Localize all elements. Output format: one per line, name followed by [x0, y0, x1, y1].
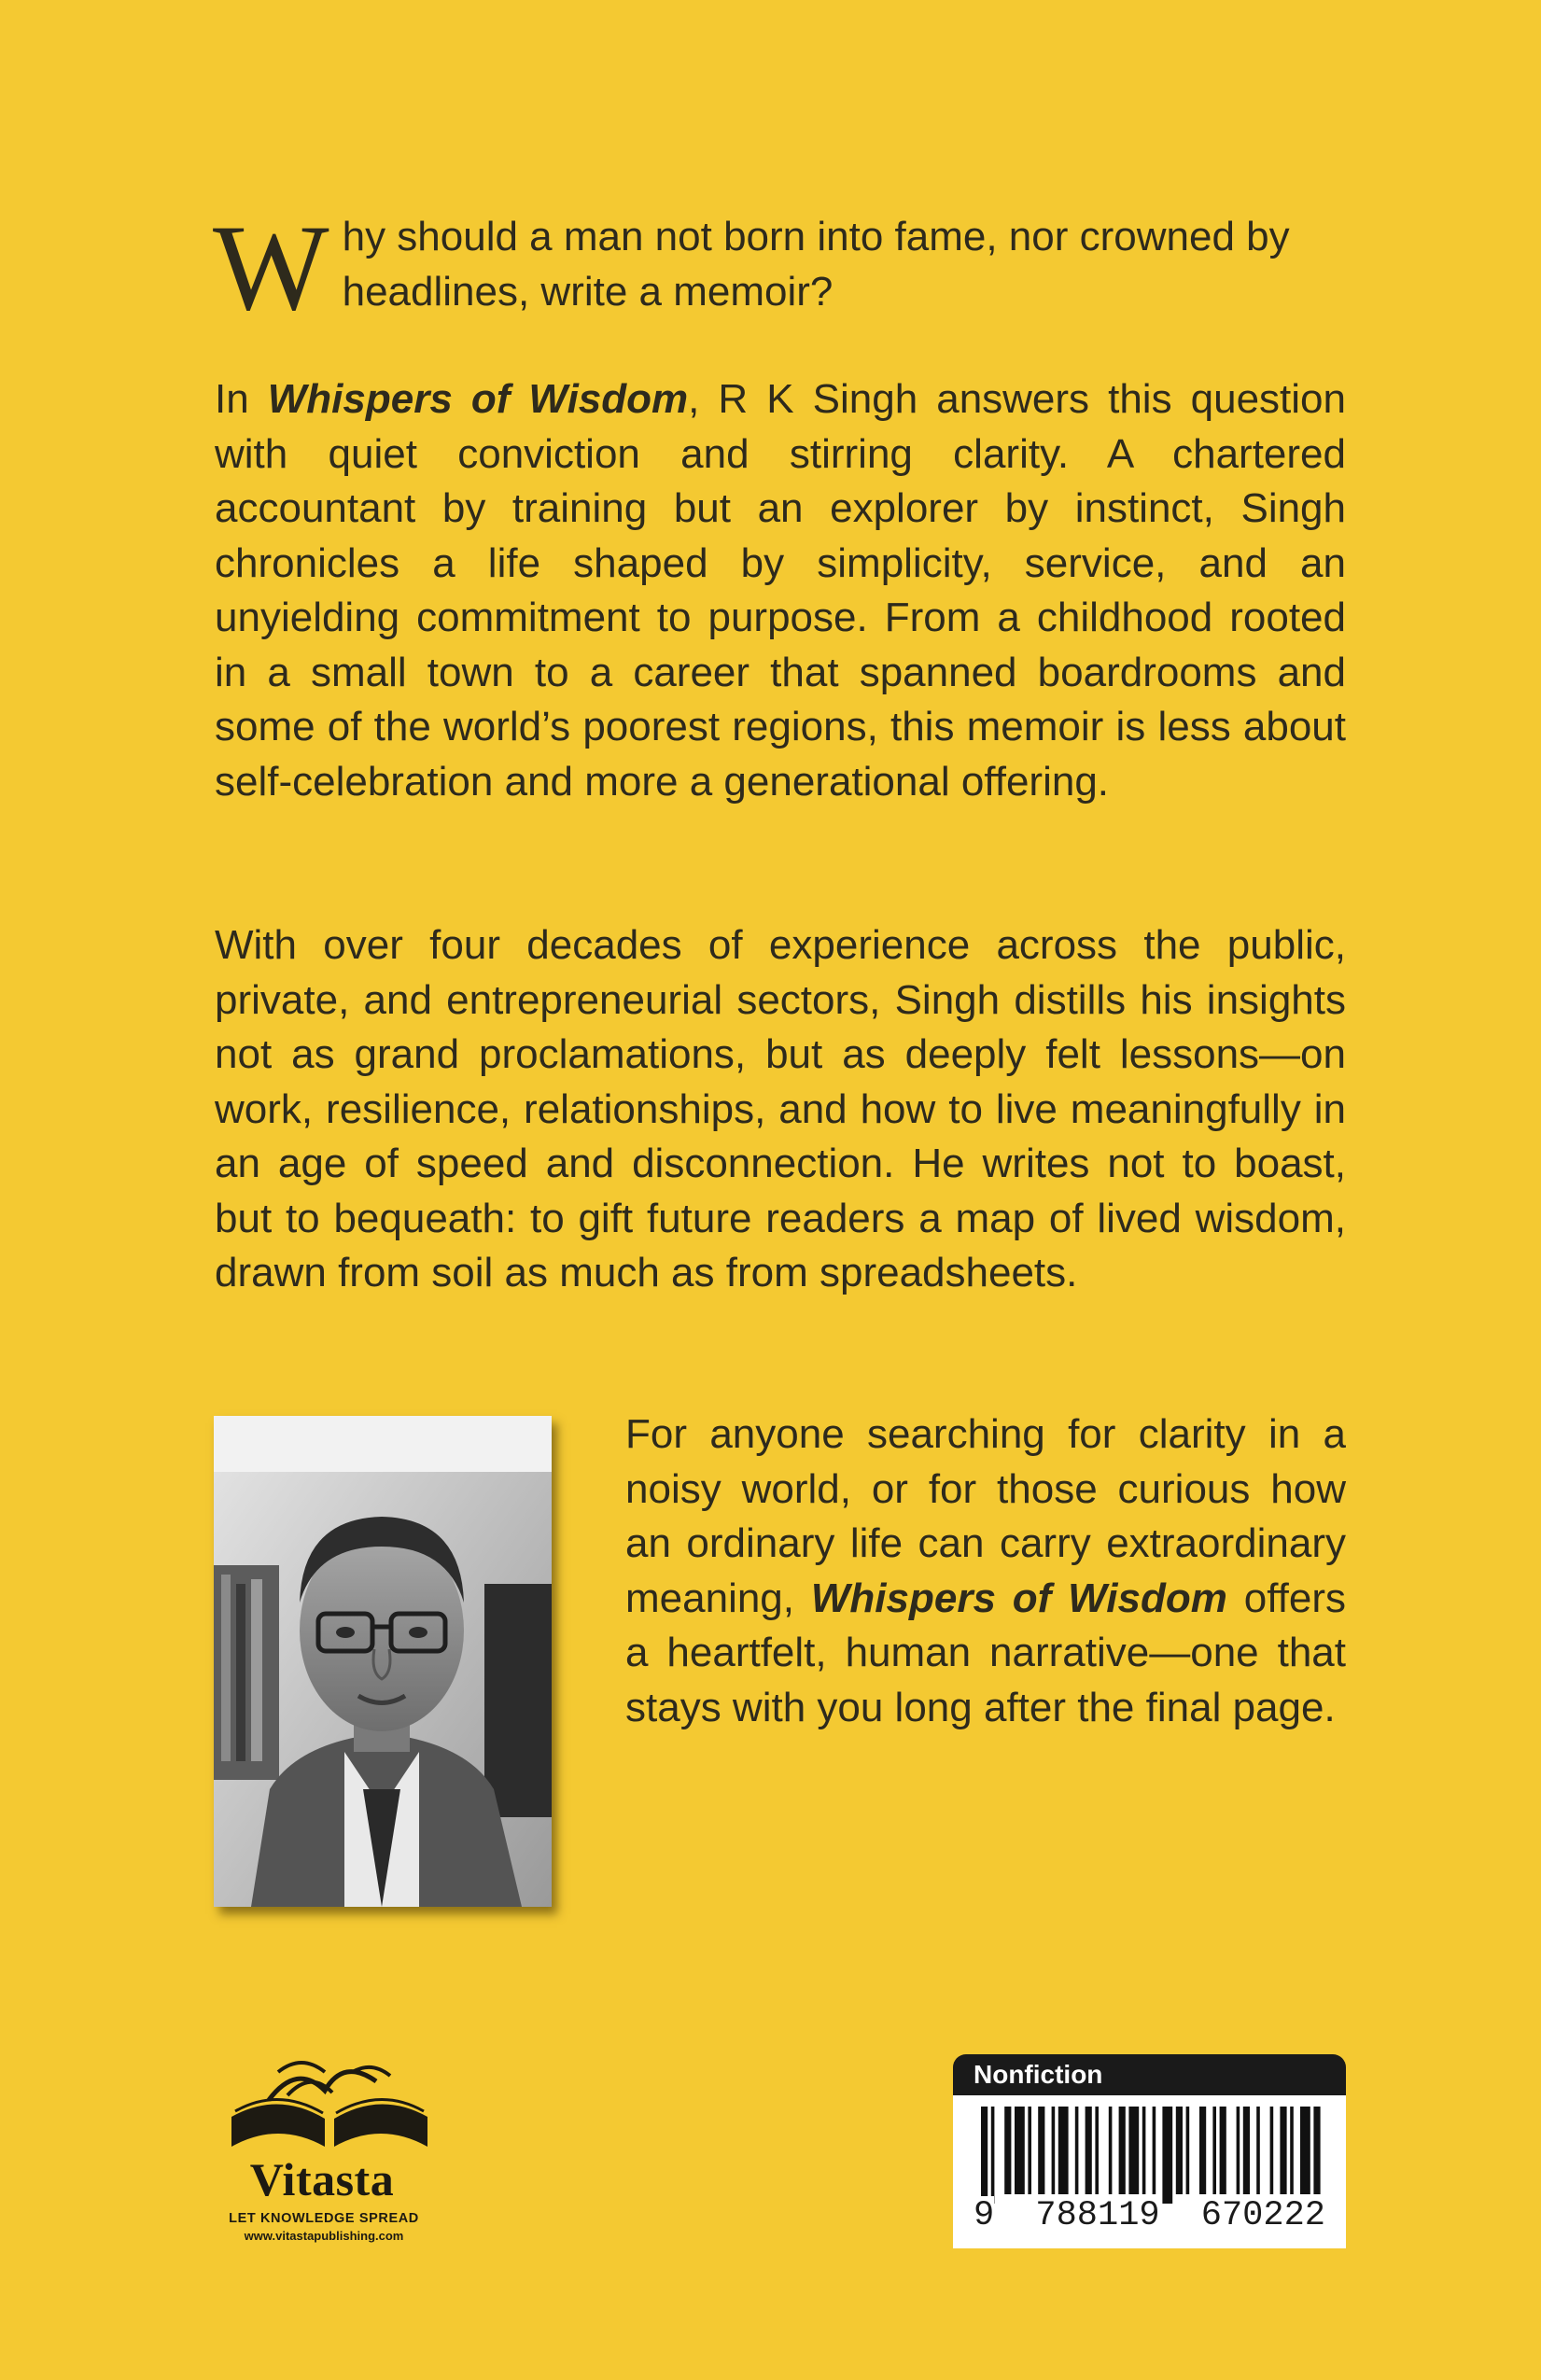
- genre-label: Nonfiction: [974, 2060, 1103, 2089]
- book-logo-icon: [213, 2053, 446, 2156]
- experience-paragraph: [215, 918, 1346, 1301]
- author-portrait-icon: [214, 1416, 552, 1907]
- book-title: Whispers of Wisdom: [267, 376, 689, 422]
- barcode-bar: [1176, 2107, 1183, 2194]
- publisher-name: Vitasta: [249, 2153, 395, 2205]
- barcode-bar: [1095, 2107, 1099, 2194]
- barcode-bar: [1142, 2107, 1146, 2194]
- drop-cap: W: [213, 199, 329, 336]
- intro-paragraph: [213, 199, 1346, 336]
- barcode-bar: [1290, 2107, 1294, 2194]
- barcode-bar: [1212, 2107, 1216, 2194]
- barcode-bar: [1270, 2107, 1274, 2194]
- summary-paragraph: [215, 372, 1346, 809]
- barcode-label: [953, 2054, 1346, 2248]
- barcode-bar: [1038, 2107, 1044, 2194]
- summary-text: , R K Singh answers this question with quiet conviction and stirring clarity. A chartered accountant by training but an explorer by instinct, Singh chronicles a life shaped by simplicity, service, and an unyielding commitment to purpose. From a childhood rooted in a small town to a career that spanned boardrooms and some of the world’s poorest regions, this memoir is less about self-celebration and more a generational offering.: [215, 376, 1346, 805]
- barcode-bar: [1004, 2107, 1011, 2194]
- barcode-bar: [1237, 2107, 1240, 2194]
- barcode-bar: [1300, 2107, 1310, 2194]
- barcode-bar: [1028, 2107, 1031, 2194]
- barcode-bar: [981, 2107, 988, 2204]
- barcode-bar: [991, 2107, 995, 2204]
- barcode-icon: [972, 2107, 1327, 2204]
- barcode-bar: [1280, 2107, 1286, 2194]
- intro-text: hy should a man not born into fame, nor crowned by headlines, write a memoir?: [342, 214, 1290, 315]
- barcode-bar: [1052, 2107, 1056, 2194]
- barcode-bar: [1186, 2107, 1190, 2194]
- barcode-bar: [1086, 2107, 1092, 2194]
- barcode-bar: [1256, 2107, 1260, 2194]
- barcode-bar: [1058, 2107, 1069, 2194]
- isbn-group-left: 788119: [1035, 2196, 1160, 2235]
- author-photo: [214, 1416, 552, 1907]
- barcode-bar: [1075, 2107, 1079, 2194]
- summary-lead: In: [215, 376, 268, 422]
- genre-band: [953, 2054, 1346, 2095]
- barcode-bar: [1199, 2107, 1206, 2194]
- barcode-bar: [1220, 2107, 1226, 2194]
- barcode-area: [953, 2095, 1346, 2248]
- experience-text: With over four decades of experience across the public, private, and entrepreneurial sectors, Singh distills his insights not as grand proclamations, but as deeply felt lessons—on work, resilience, relationships, and how to live meaningfully in an age of speed and disconnection. He writes not to boast, but to bequeath: to gift future readers a map of lived wisdom, drawn from soil as much as from spreadsheets.: [215, 922, 1346, 1295]
- barcode-bar: [1128, 2107, 1139, 2194]
- publisher-tagline: LET KNOWLEDGE SPREAD: [229, 2211, 419, 2226]
- isbn-number: [953, 2196, 1346, 2235]
- barcode-bar: [1243, 2107, 1250, 2194]
- barcode-bar: [1162, 2107, 1172, 2204]
- publisher-url: www.vitastapublishing.com: [244, 2229, 404, 2243]
- isbn-group-right: 670222: [1200, 2196, 1325, 2235]
- closing-lead: For anyone searching for clarity in a noisy world, or for those curious how an ordinary life can carry extraordinary meaning,: [625, 1411, 1346, 1621]
- closing-paragraph: [625, 1407, 1346, 1735]
- barcode-bar: [1109, 2107, 1113, 2194]
- barcode-bar: [1153, 2107, 1156, 2194]
- barcode-bar: [1119, 2107, 1126, 2194]
- book-title-closing: Whispers of Wisdom: [810, 1575, 1227, 1621]
- barcode-bar: [1313, 2107, 1320, 2194]
- barcode-bar: [1015, 2107, 1025, 2194]
- isbn-prefix: 9: [974, 2196, 995, 2235]
- closing-text: offers a heartfelt, human narrative—one that stays with you long after the final page.: [625, 1575, 1346, 1730]
